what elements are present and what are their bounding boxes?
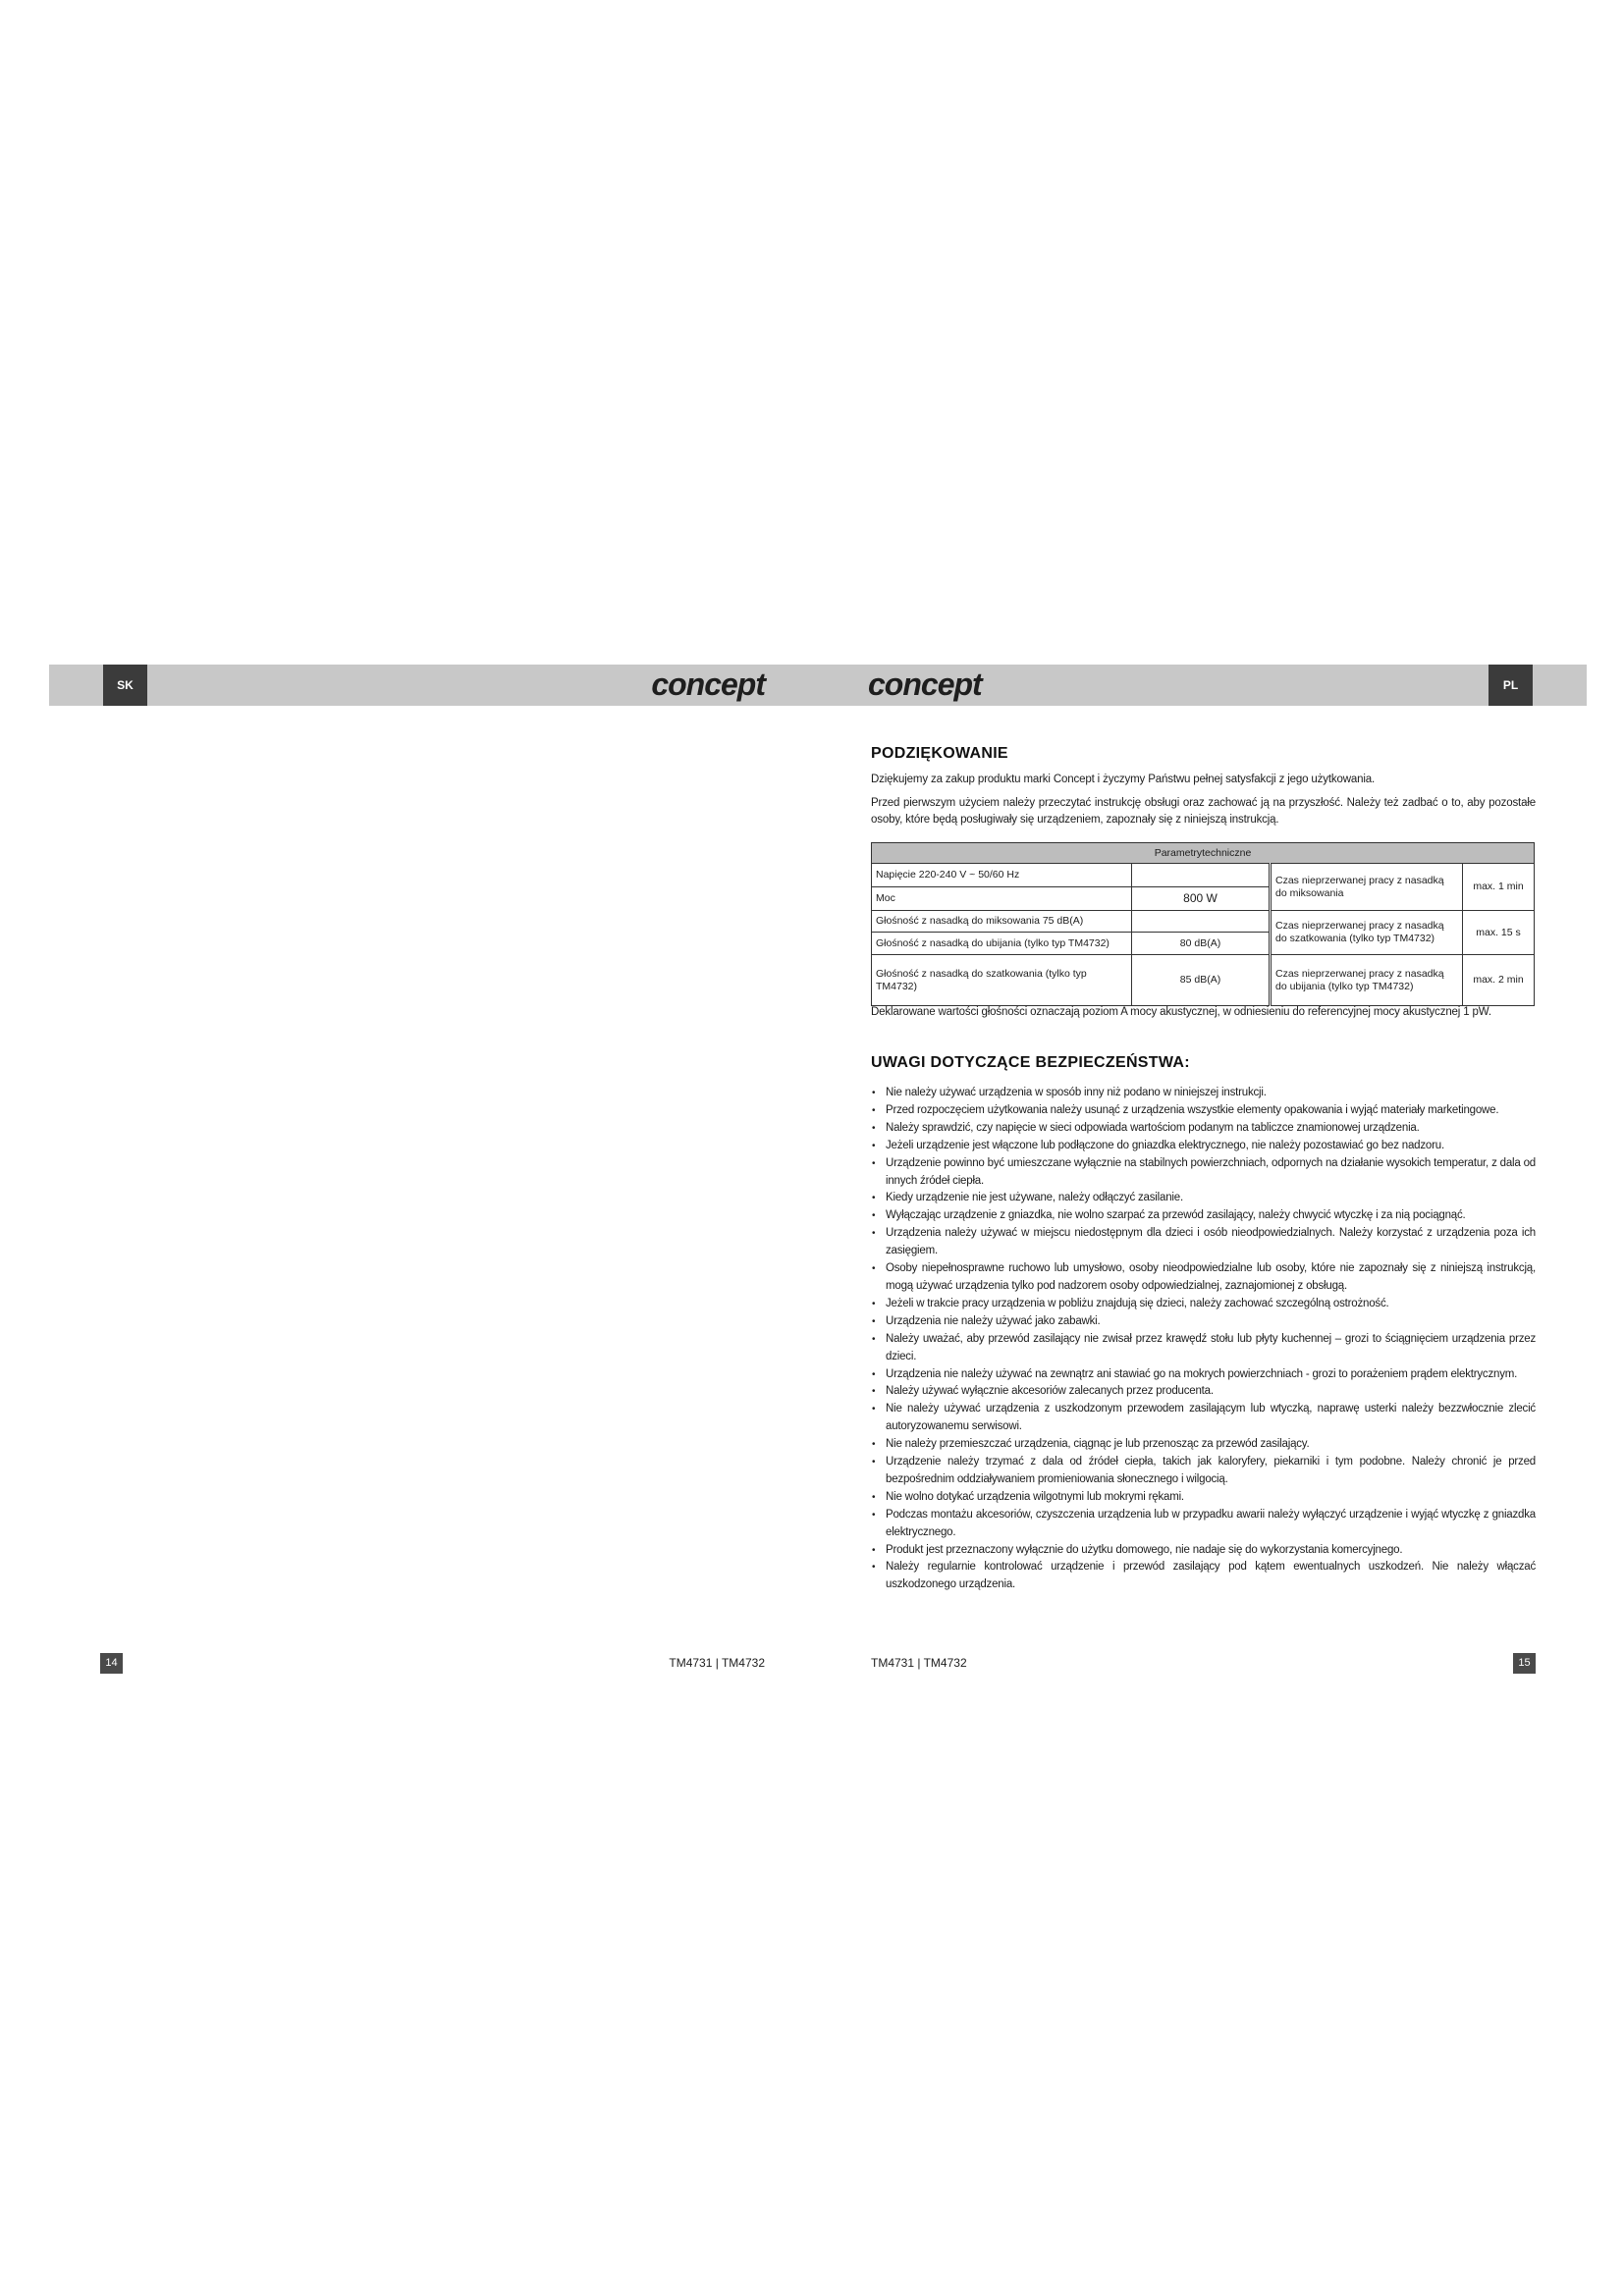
list-item: • Urządzenie powinno być umieszczane wyłącznie na stabilnych powierzchniach, odpornych na działanie wysokich temperatur, z dala od innych źródeł ciepła. (886, 1155, 1536, 1191)
spec-value-noise-whisking: 80 dB(A) (1132, 933, 1271, 955)
page-number-right: 15 (1513, 1653, 1536, 1674)
brand-logo-left: concept (651, 667, 765, 702)
list-item: • Urządzenia należy używać w miejscu niedostępnym dla dzieci i osób nieodpowiedzialnych. Należy korzystać z urządzenia poza ich zasięgiem. (886, 1225, 1536, 1260)
spec-value-runtime-mixing: max. 1 min (1463, 864, 1535, 911)
page-number-left: 14 (100, 1653, 123, 1674)
spec-label-voltage: Napięcie 220-240 V ~ 50/60 Hz (872, 864, 1132, 887)
spec-value-noise-chopping: 85 dB(A) (1132, 955, 1271, 1006)
spec-label-runtime-chopping: Czas nieprzerwanej pracy z nasadką do szatkowania (tylko typ TM4732) (1271, 911, 1463, 955)
spec-value-power: 800 W (1132, 887, 1271, 911)
list-item: • Jeżeli w trakcie pracy urządzenia w pobliżu znajdują się dzieci, należy zachować szczególną ostrożność. (886, 1296, 1536, 1313)
spec-label-noise-chopping: Głośność z nasadką do szatkowania (tylko typ TM4732) (872, 955, 1132, 1006)
noise-note: Deklarowane wartości głośności oznaczają poziom A mocy akustycznej, w odniesieniu do referencyjnej mocy akustycznej 1 pW. (871, 1006, 1491, 1018)
safety-list (871, 1085, 1536, 1594)
spec-value-voltage (1132, 864, 1271, 887)
spec-label-runtime-whisking: Czas nieprzerwanej pracy z nasadką do ubijania (tylko typ TM4732) (1271, 955, 1463, 1006)
thanks-paragraph-1: Dziękujemy za zakup produktu marki Concept i życzymy Państwu pełnej satysfakcji z jego użytkowania. (871, 774, 1376, 785)
spec-label-power: Moc (872, 887, 1132, 911)
model-number-left: TM4731 | TM4732 (669, 1656, 765, 1670)
list-item: • Kiedy urządzenie nie jest używane, należy odłączyć zasilanie. (886, 1190, 1536, 1207)
language-badge-pl: PL (1489, 665, 1533, 706)
list-item: • Nie należy przemieszczać urządzenia, ciągnąc je lub przenosząc za przewód zasilający. (886, 1436, 1536, 1454)
list-item: • Urządzenie należy trzymać z dala od źródeł ciepła, takich jak kaloryfery, piekarniki i tym podobne. Należy chronić je przed bezpośrednim oddziaływaniem promieniowania słonecznego i wilgocią. (886, 1454, 1536, 1489)
list-item: • Nie należy używać urządzenia w sposób inny niż podano w niniejszej instrukcji. (886, 1085, 1536, 1102)
list-item: • Produkt jest przeznaczony wyłącznie do użytku domowego, nie nadaje się do wykorzystania komercyjnego. (886, 1542, 1536, 1560)
technical-specs-table (871, 842, 1535, 1006)
thanks-paragraph-2: Przed pierwszym użyciem należy przeczytać instrukcję obsługi oraz zachować ją na przyszłość. Należy też zadbać o to, aby pozostałe osoby, które będą posługiwały się urządzeniem, zapoznały się z niniejszą instrukcją. (871, 797, 1536, 826)
list-item: • Przed rozpoczęciem użytkowania należy usunąć z urządzenia wszystkie elementy opakowania i wyjąć materiały marketingowe. (886, 1102, 1536, 1120)
spec-label-noise-mixing: Głośność z nasadką do miksowania 75 dB(A) (872, 911, 1132, 933)
list-item: • Należy regularnie kontrolować urządzenie i przewód zasilający pod kątem ewentualnych uszkodzeń. Nie należy włączać uszkodzonego urządzenia. (886, 1559, 1536, 1594)
list-item: • Podczas montażu akcesoriów, czyszczenia urządzenia lub w przypadku awarii należy wyłączyć urządzenie i wyjąć wtyczkę z gniazdka elektrycznego. (886, 1507, 1536, 1542)
specs-title: Parametrytechniczne (872, 843, 1535, 864)
spec-label-runtime-mixing: Czas nieprzerwanej pracy z nasadką do miksowania (1271, 864, 1463, 911)
safety-heading: UWAGI DOTYCZĄCE BEZPIECZEŃSTWA: (871, 1054, 1190, 1071)
list-item: • Nie wolno dotykać urządzenia wilgotnymi lub mokrymi rękami. (886, 1489, 1536, 1507)
spec-value-noise-mixing (1132, 911, 1271, 933)
list-item: • Jeżeli urządzenie jest włączone lub podłączone do gniazdka elektrycznego, nie należy pozostawiać go bez nadzoru. (886, 1138, 1536, 1155)
list-item: • Osoby niepełnosprawne ruchowo lub umysłowo, osoby nieodpowiedzialne lub osoby, które nie zapoznały się z niniejszą instrukcją, mogą używać urządzenia tylko pod nadzorem osoby odpowiedzialnej, zaznajomionej z obsługą. (886, 1260, 1536, 1296)
header-bar (49, 665, 1587, 706)
spec-value-runtime-whisking: max. 2 min (1463, 955, 1535, 1006)
list-item: • Należy uważać, aby przewód zasilający nie zwisał przez krawędź stołu lub płyty kuchennej – grozi to ściągnięciem urządzenia przez dzieci. (886, 1331, 1536, 1366)
model-number-right: TM4731 | TM4732 (871, 1656, 967, 1670)
brand-logo-right: concept (868, 667, 982, 702)
list-item: • Urządzenia nie należy używać na zewnątrz ani stawiać go na mokrych powierzchniach - grozi to porażeniem prądem elektrycznym. (886, 1366, 1536, 1384)
spec-label-noise-whisking: Głośność z nasadką do ubijania (tylko typ TM4732) (872, 933, 1132, 955)
list-item: • Należy sprawdzić, czy napięcie w sieci odpowiada wartościom podanym na tabliczce znamionowej urządzenia. (886, 1120, 1536, 1138)
list-item: • Należy używać wyłącznie akcesoriów zalecanych przez producenta. (886, 1383, 1536, 1401)
list-item: • Urządzenia nie należy używać jako zabawki. (886, 1313, 1536, 1331)
list-item: • Wyłączając urządzenie z gniazdka, nie wolno szarpać za przewód zasilający, należy chwycić wtyczkę i za nią pociągnąć. (886, 1207, 1536, 1225)
language-badge-sk: SK (103, 665, 147, 706)
thanks-heading: PODZIĘKOWANIE (871, 745, 1008, 762)
list-item: • Nie należy używać urządzenia z uszkodzonym przewodem zasilającym lub wtyczką, naprawę usterki należy bezzwłocznie zlecić autoryzowanemu serwisowi. (886, 1401, 1536, 1436)
spec-value-runtime-chopping: max. 15 s (1463, 911, 1535, 955)
